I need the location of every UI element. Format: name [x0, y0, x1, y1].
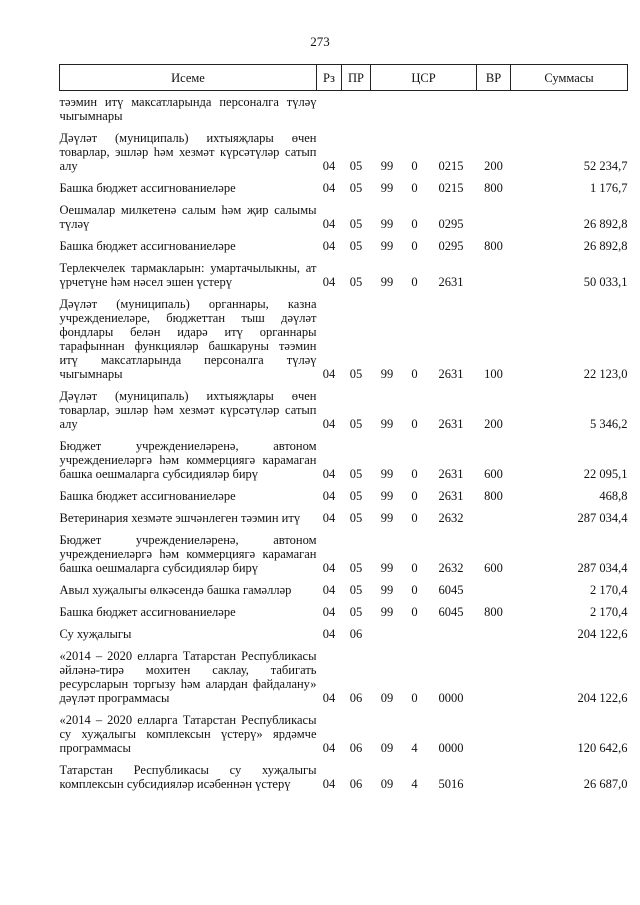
row-rz: 04 [322, 627, 336, 641]
row-pr: 05 [349, 489, 363, 503]
row-pr: 05 [349, 561, 363, 575]
row-csr-code: 2631 [438, 275, 464, 289]
row-csr-subprogram: 0 [411, 467, 418, 481]
table-row [60, 619, 628, 641]
table-row [60, 503, 628, 525]
row-vr: 800 [484, 239, 503, 253]
row-csr-code: 5016 [438, 777, 464, 791]
row-sum: 204 122,6 [577, 627, 628, 641]
row-pr: 05 [349, 275, 363, 289]
row-csr-code: 2631 [438, 417, 464, 431]
header-name: Исеме [60, 65, 317, 91]
row-csr-subprogram: 0 [411, 275, 418, 289]
row-sum: 26 892,8 [583, 217, 628, 231]
table-row [60, 597, 628, 619]
row-csr-subprogram: 0 [411, 605, 418, 619]
row-csr-subprogram: 0 [411, 217, 418, 231]
row-csr-program: 99 [380, 605, 394, 619]
row-pr [342, 91, 371, 124]
row-rz: 04 [322, 367, 336, 381]
row-sum: 2 170,4 [590, 583, 628, 597]
row-sum: 287 034,4 [577, 561, 628, 575]
row-csr-program: 09 [380, 741, 394, 755]
row-csr-subprogram: 0 [411, 159, 418, 173]
row-rz: 04 [322, 181, 336, 195]
row-pr: 05 [349, 511, 363, 525]
row-pr: 05 [349, 159, 363, 173]
row-sum [511, 91, 628, 124]
header-csr: ЦСР [371, 65, 477, 91]
row-rz: 04 [322, 275, 336, 289]
row-sum: 468,8 [599, 489, 628, 503]
row-csr-subprogram: 0 [411, 489, 418, 503]
header-vr: ВР [477, 65, 511, 91]
table-row [60, 253, 628, 289]
row-rz: 04 [322, 561, 336, 575]
row-csr-subprogram: 0 [411, 511, 418, 525]
row-name: Дәүләт (муниципаль) органнары, казна учреждениеләре, бюджеттан тыш дәүләт фондлары белән идарә итү органнары тарафыннан функцияләр башкаруны тәэмин итү максатларында персоналга түләү чыгымнары [59, 297, 317, 381]
row-sum: 22 095,1 [583, 467, 628, 481]
row-pr: 05 [349, 583, 363, 597]
row-rz: 04 [322, 511, 336, 525]
row-csr-program: 99 [380, 511, 394, 525]
row-csr-code: 6045 [438, 605, 464, 619]
table-row [60, 195, 628, 231]
row-rz: 04 [322, 239, 336, 253]
row-name: Татарстан Республикасы су хуҗалыгы комплексын субсидияләр исәбеннән үстерү [59, 763, 317, 791]
row-sum: 52 234,7 [583, 159, 628, 173]
row-sum: 204 122,6 [577, 691, 628, 705]
table-row [60, 481, 628, 503]
table-row [60, 123, 628, 173]
row-sum: 22 123,0 [583, 367, 628, 381]
row-vr: 800 [484, 605, 503, 619]
row-csr-program: 99 [380, 275, 394, 289]
row-rz: 04 [322, 583, 336, 597]
row-name: Дәүләт (муниципаль) ихтыяҗлары өчен товарлар, эшләр һәм хезмәт күрсәтүләр сатып алу [59, 389, 317, 431]
row-csr-program: 09 [380, 691, 394, 705]
row-name: «2014 – 2020 елларга Татарстан Республикасы әйләнә-тирә мохитен саклау, табигать ресурсларын торгызу һәм алардан файдалану» дәүләт программасы [59, 649, 317, 705]
row-pr: 05 [349, 605, 363, 619]
row-rz: 04 [322, 467, 336, 481]
row-pr: 06 [349, 691, 363, 705]
row-vr: 800 [484, 181, 503, 195]
row-csr-program: 99 [380, 181, 394, 195]
row-csr-subprogram [404, 91, 426, 124]
row-csr-code: 2632 [438, 561, 464, 575]
row-csr-code: 0295 [438, 239, 464, 253]
row-pr: 05 [349, 467, 363, 481]
table-row [60, 173, 628, 195]
row-sum: 26 892,8 [583, 239, 628, 253]
header-rz: Рз [317, 65, 342, 91]
table-row [60, 525, 628, 575]
row-csr-code: 2631 [438, 467, 464, 481]
row-name: Ветеринария хезмәте эшчәнлеген тәэмин итү [59, 511, 301, 525]
row-csr-subprogram: 0 [411, 417, 418, 431]
row-rz: 04 [322, 217, 336, 231]
row-csr-program: 09 [380, 777, 394, 791]
table-row [60, 431, 628, 481]
table-row [60, 381, 628, 431]
table-row [60, 231, 628, 253]
row-csr-code: 2632 [438, 511, 464, 525]
table-row [60, 289, 628, 381]
row-csr-code: 0000 [438, 741, 464, 755]
row-csr-subprogram: 0 [411, 367, 418, 381]
row-rz: 04 [322, 417, 336, 431]
row-csr-subprogram: 0 [411, 239, 418, 253]
row-csr-subprogram: 0 [411, 181, 418, 195]
row-sum: 5 346,2 [590, 417, 628, 431]
table-row [60, 755, 628, 791]
row-csr-subprogram: 0 [411, 583, 418, 597]
row-vr [477, 503, 511, 525]
row-sum: 120 642,6 [577, 741, 628, 755]
row-rz: 04 [322, 777, 336, 791]
row-name: Башка бюджет ассигнованиеләре [59, 605, 236, 619]
row-csr-subprogram: 0 [411, 561, 418, 575]
row-sum: 2 170,4 [590, 605, 628, 619]
row-vr [477, 195, 511, 231]
row-csr-program: 99 [380, 467, 394, 481]
row-rz [317, 91, 342, 124]
row-csr-program: 99 [380, 489, 394, 503]
row-csr-program: 99 [380, 583, 394, 597]
row-pr: 05 [349, 367, 363, 381]
row-pr: 05 [349, 417, 363, 431]
row-csr-subprogram: 4 [411, 777, 418, 791]
row-csr-code: 0000 [438, 691, 464, 705]
row-csr-code: 0295 [438, 217, 464, 231]
row-vr: 800 [484, 489, 503, 503]
row-pr: 05 [349, 239, 363, 253]
row-vr [477, 91, 511, 124]
row-csr-program: 99 [380, 239, 394, 253]
row-sum: 26 687,0 [583, 777, 628, 791]
row-pr: 06 [349, 777, 363, 791]
page-number: 273 [310, 34, 330, 49]
row-rz: 04 [322, 741, 336, 755]
row-csr-code: 6045 [438, 583, 464, 597]
row-csr-program: 99 [380, 217, 394, 231]
header-sum: Суммасы [511, 65, 628, 91]
row-csr-program: 99 [380, 417, 394, 431]
budget-table [59, 64, 628, 791]
row-csr-program: 99 [380, 367, 394, 381]
row-csr-subprogram [404, 619, 426, 641]
row-vr [477, 755, 511, 791]
row-name: Дәүләт (муниципаль) ихтыяҗлары өчен товарлар, эшләр һәм хезмәт күрсәтүләр сатып алу [59, 131, 317, 173]
row-csr-code: 2631 [438, 367, 464, 381]
row-name: Башка бюджет ассигнованиеләре [59, 239, 236, 253]
row-csr-code: 0215 [438, 159, 464, 173]
row-name: Башка бюджет ассигнованиеләре [59, 181, 236, 195]
row-name: Су хуҗалыгы [59, 627, 132, 641]
header-pr: ПР [342, 65, 371, 91]
row-vr [477, 253, 511, 289]
row-csr-code: 2631 [438, 489, 464, 503]
row-name: тәэмин итү максатларында персоналга түләү чыгымнары [59, 95, 317, 123]
row-name: Башка бюджет ассигнованиеләре [59, 489, 236, 503]
row-pr: 05 [349, 181, 363, 195]
row-vr: 100 [484, 367, 503, 381]
row-name: «2014 – 2020 елларга Татарстан Республикасы су хуҗалыгы комплексын үстерү» ярдәмче программасы [59, 713, 317, 755]
row-name: Авыл хуҗалыгы өлкәсендә башка гамәлләр [59, 583, 292, 597]
row-rz: 04 [322, 489, 336, 503]
row-csr-code [426, 619, 477, 641]
row-name: Терлекчелек тармакларын: умартачылыкны, ат үрчетүне һәм нәсел эшен үстерү [59, 261, 317, 289]
row-rz: 04 [322, 691, 336, 705]
table-row [60, 91, 628, 124]
row-csr-code: 0215 [438, 181, 464, 195]
table-row [60, 641, 628, 705]
row-csr-subprogram: 4 [411, 741, 418, 755]
row-name: Бюджет учреждениеләренә, автоном учреждениеләргә һәм коммерциягә карамаган башка оешмаларга субсидияләр бирү [59, 533, 317, 575]
row-vr: 600 [484, 467, 503, 481]
row-pr: 05 [349, 217, 363, 231]
row-csr-code [426, 91, 477, 124]
table-body [60, 91, 628, 792]
row-vr: 200 [484, 159, 503, 173]
row-csr-program: 99 [380, 561, 394, 575]
row-vr [477, 705, 511, 755]
row-pr: 06 [349, 627, 363, 641]
row-pr: 06 [349, 741, 363, 755]
row-vr: 600 [484, 561, 503, 575]
table-header [60, 65, 628, 91]
table-row [60, 575, 628, 597]
row-sum: 287 034,4 [577, 511, 628, 525]
row-rz: 04 [322, 159, 336, 173]
row-name: Оешмалар милкетенә салым һәм җир салымы түләү [59, 203, 317, 231]
row-sum: 1 176,7 [590, 181, 628, 195]
row-csr-program: 99 [380, 159, 394, 173]
row-csr-program [371, 619, 404, 641]
row-vr [477, 619, 511, 641]
row-rz: 04 [322, 605, 336, 619]
row-csr-program [371, 91, 404, 124]
row-vr [477, 641, 511, 705]
table-row [60, 705, 628, 755]
row-csr-subprogram: 0 [411, 691, 418, 705]
row-name: Бюджет учреждениеләренә, автоном учреждениеләргә һәм коммерциягә карамаган башка оешмаларга субсидияләр бирү [59, 439, 317, 481]
row-vr [477, 575, 511, 597]
row-vr: 200 [484, 417, 503, 431]
row-sum: 50 033,1 [583, 275, 628, 289]
